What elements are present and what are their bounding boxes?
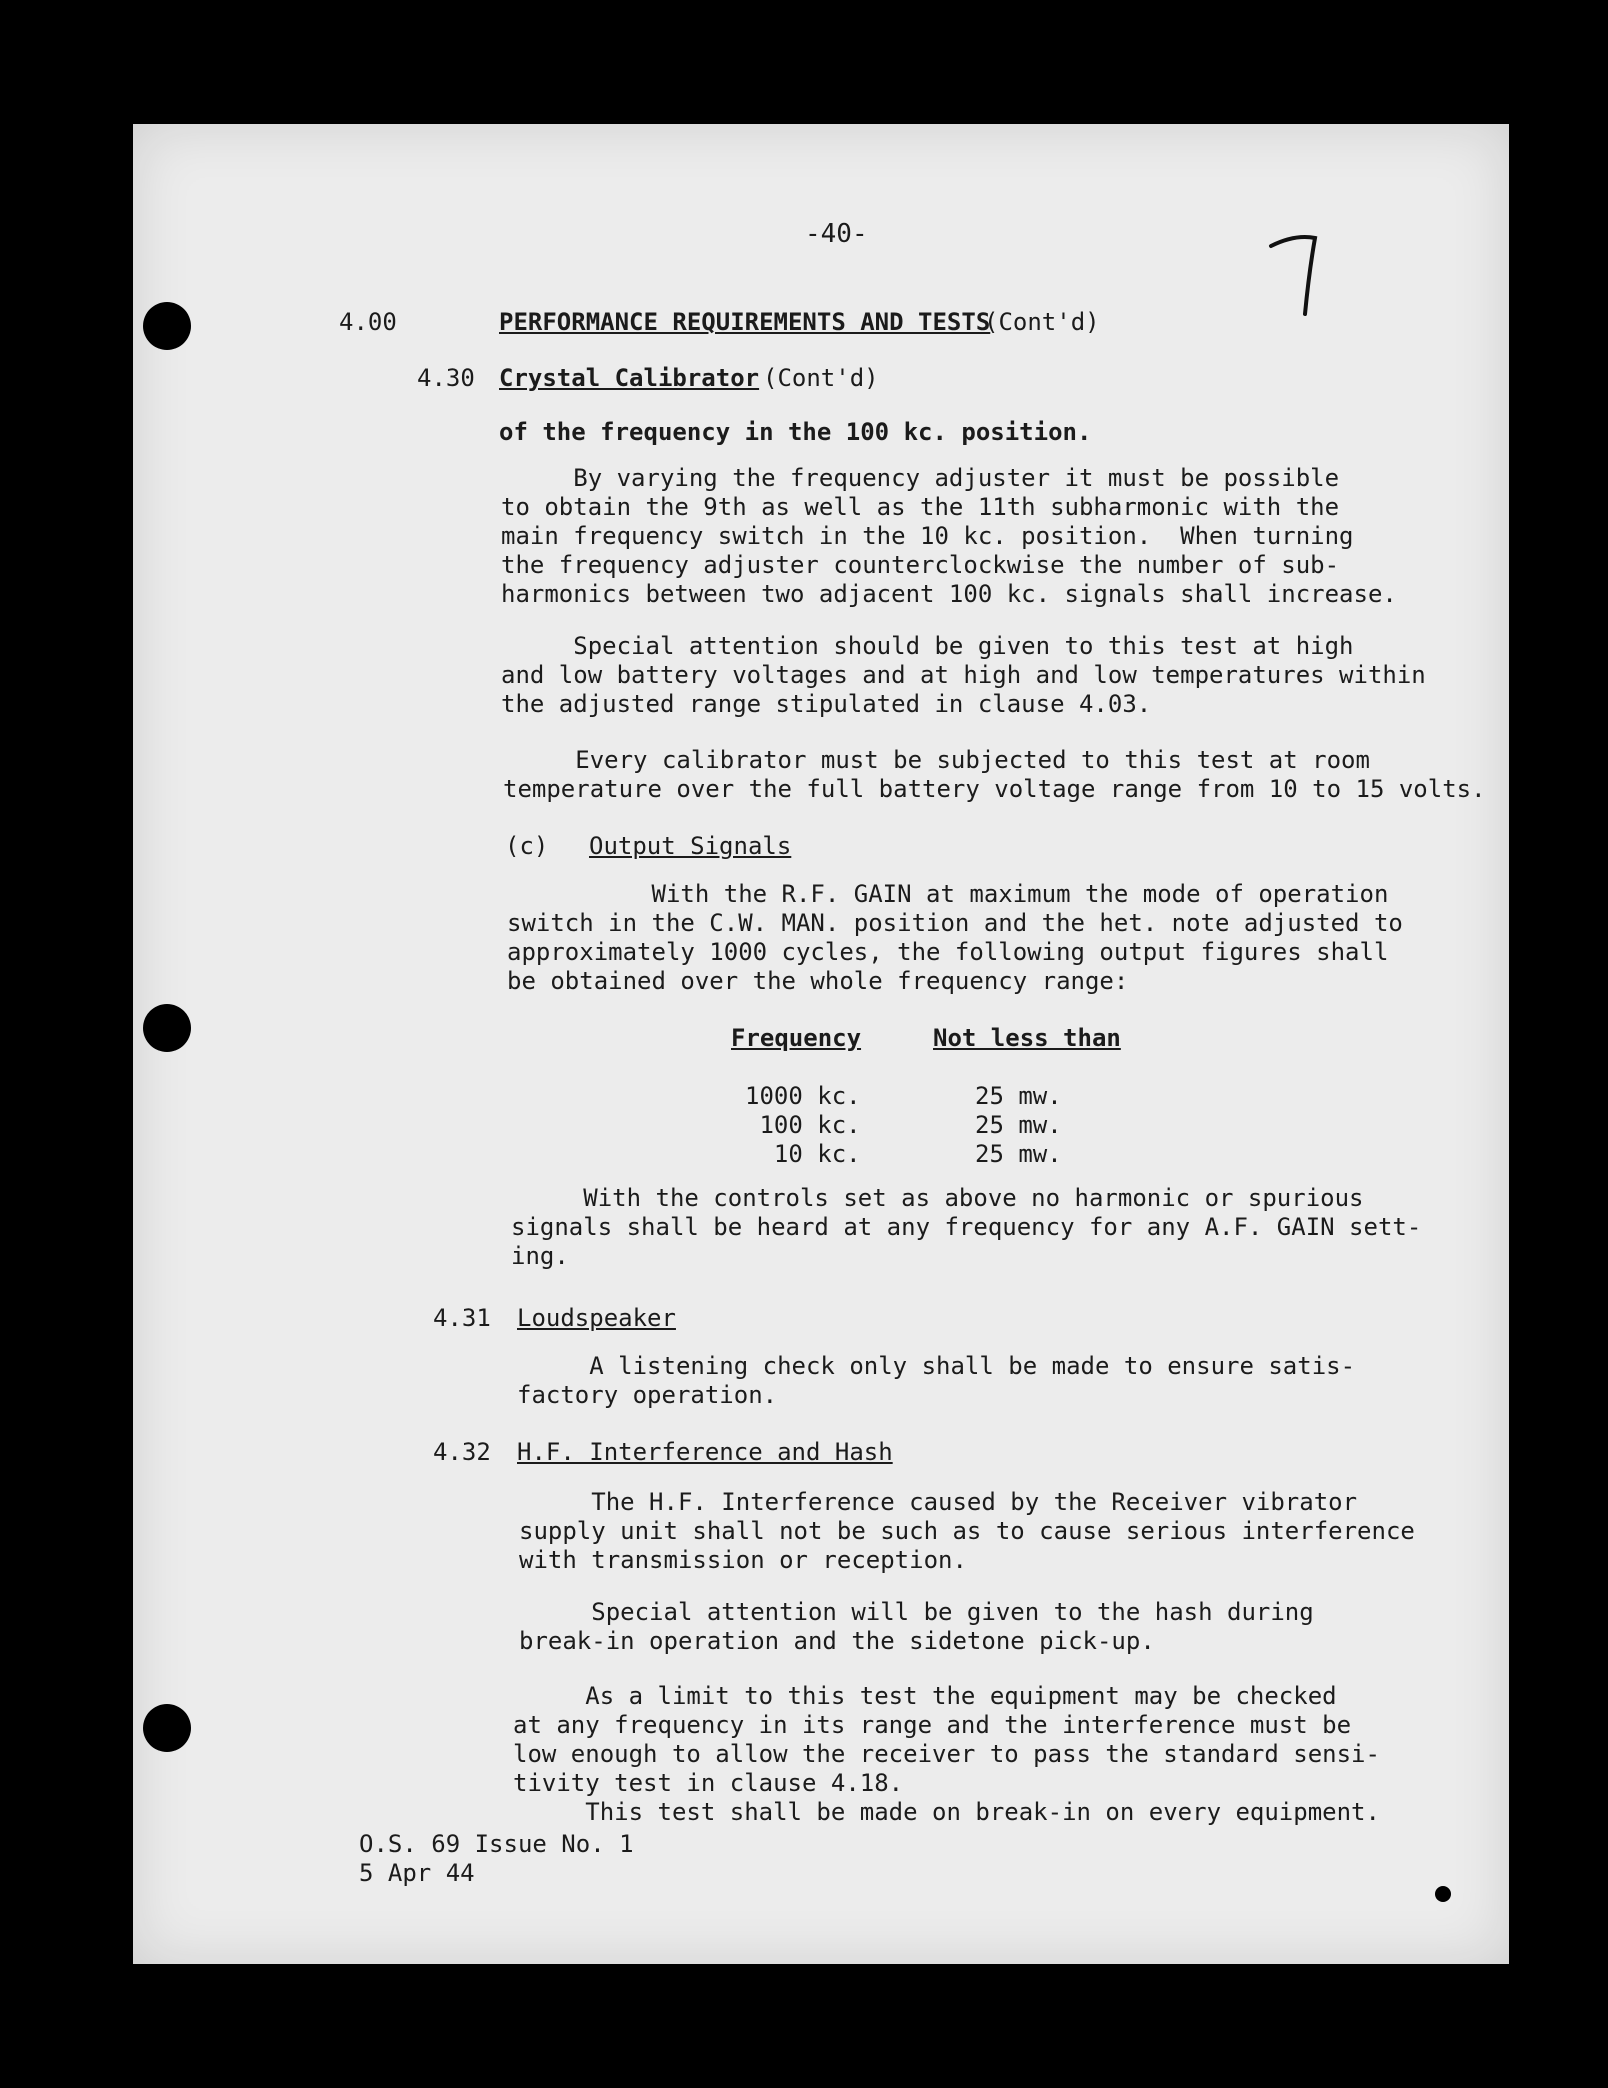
section-title: PERFORMANCE REQUIREMENTS AND TESTS bbox=[499, 308, 991, 336]
handwritten-mark bbox=[1265, 232, 1325, 322]
ink-dot bbox=[1435, 1886, 1451, 1902]
section-suffix: (Cont'd) bbox=[984, 308, 1100, 336]
subsection-432-title: H.F. Interference and Hash bbox=[517, 1438, 893, 1466]
subsection-430-title: Crystal Calibrator bbox=[499, 364, 760, 392]
punch-hole-top bbox=[143, 302, 191, 350]
table-cell: 25 mw. bbox=[975, 1082, 1062, 1110]
table-cell: 100 kc. bbox=[745, 1111, 861, 1139]
subsection-c-label: (c) bbox=[505, 832, 549, 860]
subsection-430-suffix: (Cont'd) bbox=[763, 364, 879, 392]
subsection-432-number: 4.32 bbox=[433, 1438, 491, 1466]
subsection-431-title: Loudspeaker bbox=[517, 1304, 676, 1332]
punch-hole-bottom bbox=[143, 1704, 191, 1752]
subsection-c-title: Output Signals bbox=[589, 832, 792, 860]
section-number: 4.00 bbox=[339, 308, 397, 336]
paragraph-continued: of the frequency in the 100 kc. position. bbox=[499, 418, 1092, 446]
page-number: -40- bbox=[805, 219, 868, 249]
table-cell: 10 kc. bbox=[745, 1140, 861, 1168]
footer-date: 5 Apr 44 bbox=[359, 1859, 475, 1887]
table-cell: 25 mw. bbox=[975, 1140, 1062, 1168]
table-cell: 1000 kc. bbox=[745, 1082, 861, 1110]
subsection-431-number: 4.31 bbox=[433, 1304, 491, 1332]
table-cell: 25 mw. bbox=[975, 1111, 1062, 1139]
table-header-not-less-than: Not less than bbox=[933, 1024, 1121, 1052]
punch-hole-middle bbox=[143, 1004, 191, 1052]
subsection-430-number: 4.30 bbox=[417, 364, 475, 392]
footer-issue: O.S. 69 Issue No. 1 bbox=[359, 1830, 634, 1858]
table-header-frequency: Frequency bbox=[731, 1024, 862, 1052]
document-page: -40- 4.00 PERFORMANCE REQUIREMENTS AND TESTS (Cont'd) 4.30 Crystal Calibrator (Cont'd) of the frequency in the 100 kc. position. By varying the frequency adjuster it must be possible to obtain the 9th as well as the 11th subharmonic with the main frequency switch in the 10 kc. position. When turning the frequency adjuster counterclockwise the number of sub- harmonics between two adjacent 100 kc. signals shall increase. Special attention should be given to this test at high and low battery voltages and at high and low temperatures within the adjusted range stipulated in clause 4.03. Every calibrator must be subjected to this test at room temperature over the full battery voltage range from 10 to 15 volts. (c) Output Signals With the R.F. GAIN at maximum the mode of operation switch in the C.W. MAN. position and the het. note adjusted to approximately 1000 cycles, the following output figures shall be obtained over the whole frequency range: Frequency Not less than 1000 kc. 25 mw. 100 kc. 25 mw. 10 kc. 25 mw. With the controls set as above no harmonic or spurious signals shall be heard at any frequency for any A.F. GAIN sett- ing. 4.31 Loudspeaker A listening check only shall be made to ensure satis- factory operation. 4.32 H.F. Interference and Hash The H.F. Interference caused by the Receiver vibrator supply unit shall not be such as to cause serious interference with transmission or reception. Special attention will be given to the hash during break-in operation and the sidetone pick-up. As a limit to this test the equipment may be checked at any frequency in its range and the interference must be low enough to allow the receiver to pass the standard sensi- tivity test in clause 4.18. This test shall be made on break-in on every equipment. O.S. 69 Issue No. 1 5 Apr 44 bbox=[133, 124, 1509, 1964]
